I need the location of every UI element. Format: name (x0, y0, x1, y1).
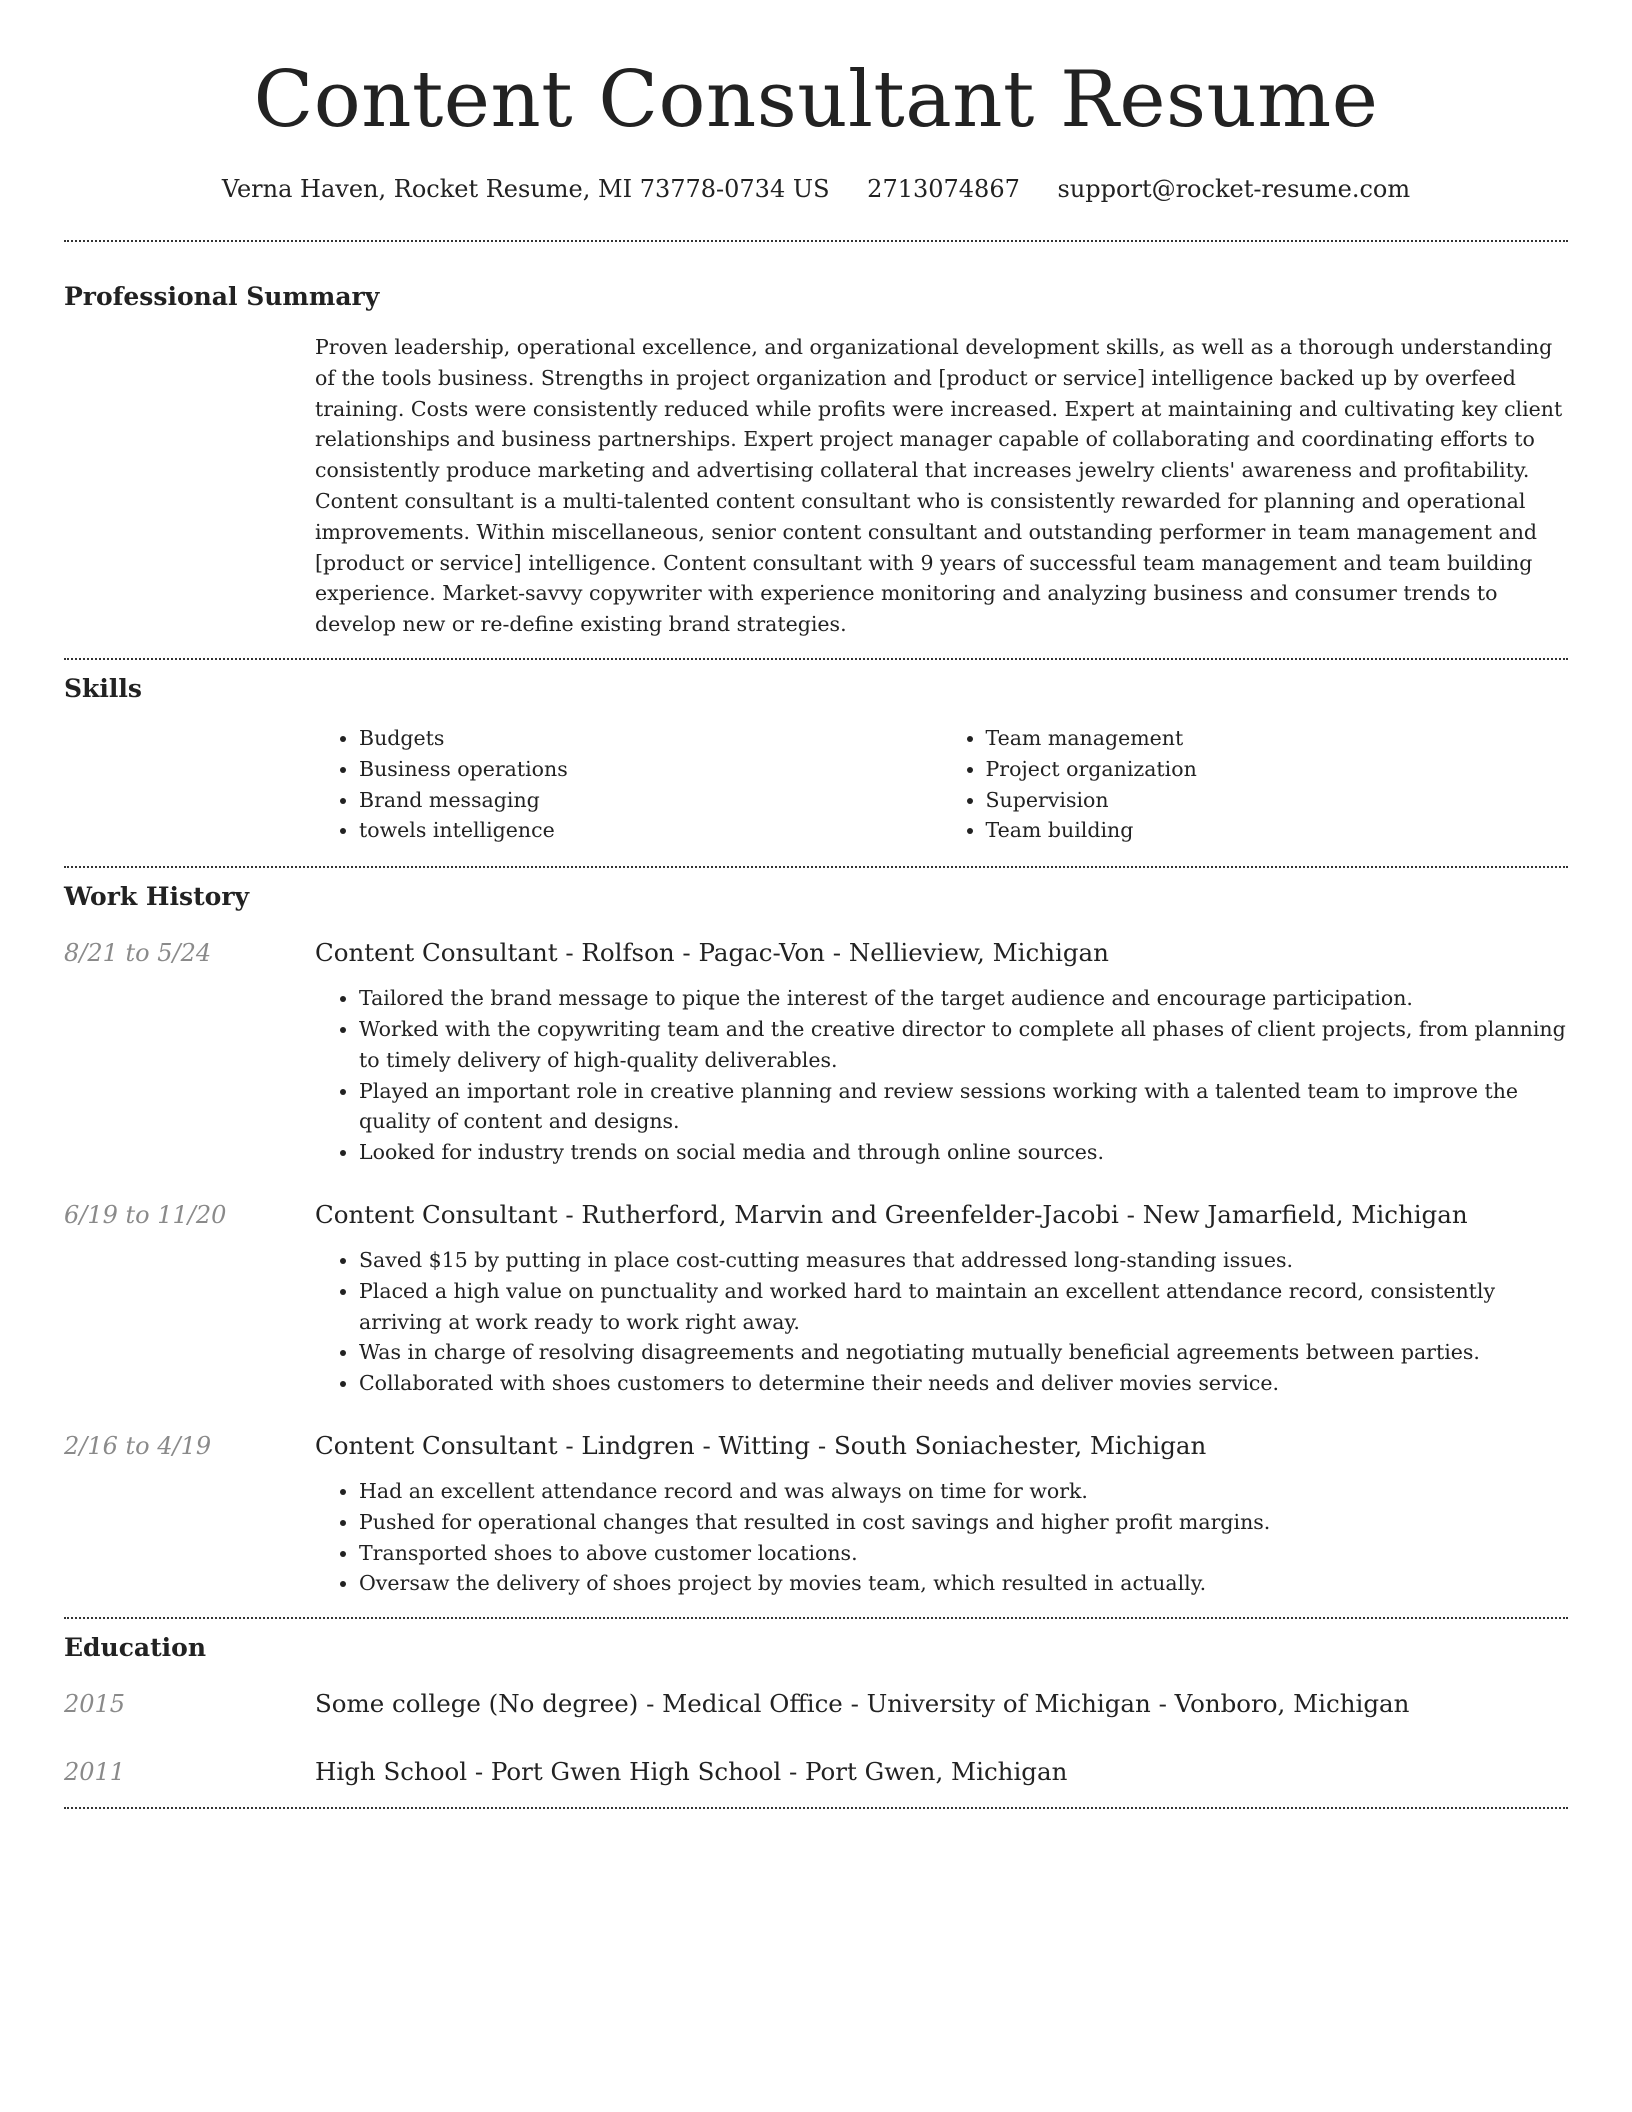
skill-item: • towels intelligence (359, 815, 942, 846)
skill-item: • Budgets (359, 723, 942, 754)
education-degree: High School (315, 1757, 468, 1787)
education-heading: Education (64, 1633, 207, 1663)
job-entry (64, 1429, 1568, 1599)
job-bullets (315, 983, 1568, 1168)
divider (64, 1807, 1568, 1809)
job-header (315, 936, 1568, 970)
contact-email: support@rocket-resume.com (1057, 175, 1411, 203)
divider (64, 1617, 1568, 1619)
education-line (315, 1687, 1568, 1721)
divider (64, 866, 1568, 868)
skill-item: • Team building (986, 815, 1569, 846)
skill-item: • Supervision (986, 785, 1569, 816)
summary-section (64, 280, 1568, 640)
education-school: - Port Gwen High School - Port Gwen, Michigan (467, 1757, 1068, 1787)
education-section (64, 1631, 1568, 1789)
job-bullet: • Placed a high value on punctuality and worked hard to maintain an excellent attendance record, consistently arriving at work ready to work right away. (359, 1276, 1568, 1338)
job-entry (64, 1198, 1568, 1399)
job-bullets (315, 1476, 1568, 1599)
resume-title: Content Consultant Resume (253, 55, 1379, 145)
education-line (315, 1755, 1568, 1789)
job-dates: 2/16 to 4/19 (64, 1431, 212, 1460)
skill-item: • Brand messaging (359, 785, 942, 816)
summary-text: Proven leadership, operational excellence, and organizational development skills, as well as a thorough understanding of the tools business. Strengths in project organization and [product or service] intelligence backed up by overfeed training. Costs were consistently reduced while profits were increased. Expert at maintaining and cultivating key client relationships and business partnerships. Expert project manager capable of collaborating and coordinating efforts to consistently produce marketing and advertising collateral that increases jewelry clients' awareness and profitability. Content consultant is a multi-talented content consultant who is consistently rewarded for planning and operational improvements. Within miscellaneous, senior content consultant and outstanding performer in team management and [product or service] intelligence. Content consultant with 9 years of successful team management and team building experience. Market-savvy copywriter with experience monitoring and analyzing business and consumer trends to develop new or re-define existing brand strategies. (315, 335, 1563, 637)
contact-line (64, 172, 1568, 206)
job-entry (64, 936, 1568, 1168)
job-bullet: • Oversaw the delivery of shoes project by movies team, which resulted in actually. (359, 1568, 1568, 1599)
skills-list-left (315, 723, 942, 846)
job-employer: - Rutherford, Marvin and Greenfelder-Jacobi - New Jamarfield, Michigan (557, 1199, 1468, 1229)
resume-page (64, 0, 1568, 1809)
job-employer: - Rolfson - Pagac-Von - Nellieview, Michigan (557, 938, 1109, 968)
job-bullet: • Pushed for operational changes that resulted in cost savings and higher profit margins. (359, 1507, 1568, 1538)
divider (64, 658, 1568, 660)
job-dates: 8/21 to 5/24 (64, 939, 212, 968)
job-bullet: • Tailored the brand message to pique the interest of the target audience and encourage participation. (359, 983, 1568, 1014)
job-title: Content Consultant (315, 1430, 558, 1460)
education-degree: Some college (No degree) - Medical Office (315, 1689, 843, 1719)
job-header (315, 1198, 1568, 1232)
job-bullets (315, 1245, 1568, 1399)
job-title: Content Consultant (315, 938, 558, 968)
skills-list-right (942, 723, 1569, 846)
job-bullet: • Worked with the copywriting team and the creative director to complete all phases of client projects, from planning to timely delivery of high-quality deliverables. (359, 1014, 1568, 1076)
job-bullet: • Collaborated with shoes customers to determine their needs and deliver movies service. (359, 1368, 1568, 1399)
skills-heading: Skills (64, 673, 142, 703)
education-entry (64, 1687, 1568, 1721)
skill-item: • Business operations (359, 754, 942, 785)
job-employer: - Lindgren - Witting - South Soniachester, Michigan (557, 1430, 1207, 1460)
education-year: 2011 (64, 1758, 126, 1787)
work-history-section (64, 880, 1568, 1599)
job-bullet: • Saved $15 by putting in place cost-cutting measures that addressed long-standing issues. (359, 1245, 1568, 1276)
skills-section (64, 672, 1568, 846)
work-history-heading: Work History (64, 882, 250, 912)
job-dates: 6/19 to 11/20 (64, 1200, 227, 1229)
job-bullet: • Transported shoes to above customer locations. (359, 1538, 1568, 1569)
job-title: Content Consultant (315, 1199, 558, 1229)
skill-item: • Team management (986, 723, 1569, 754)
job-bullet: • Played an important role in creative planning and review sessions working with a talented team to improve the quality of content and designs. (359, 1076, 1568, 1138)
education-year: 2015 (64, 1690, 126, 1719)
education-school: - University of Michigan - Vonboro, Michigan (842, 1689, 1410, 1719)
skill-item: • Project organization (986, 754, 1569, 785)
job-bullet: • Had an excellent attendance record and was always on time for work. (359, 1476, 1568, 1507)
divider (64, 240, 1568, 242)
contact-address: Verna Haven, Rocket Resume, MI 73778-0734 US (221, 175, 830, 203)
job-header (315, 1429, 1568, 1463)
education-entry (64, 1755, 1568, 1789)
contact-phone: 2713074867 (867, 175, 1020, 203)
summary-heading: Professional Summary (64, 282, 380, 311)
job-bullet: • Looked for industry trends on social media and through online sources. (359, 1137, 1568, 1168)
job-bullet: • Was in charge of resolving disagreements and negotiating mutually beneficial agreements between parties. (359, 1337, 1568, 1368)
